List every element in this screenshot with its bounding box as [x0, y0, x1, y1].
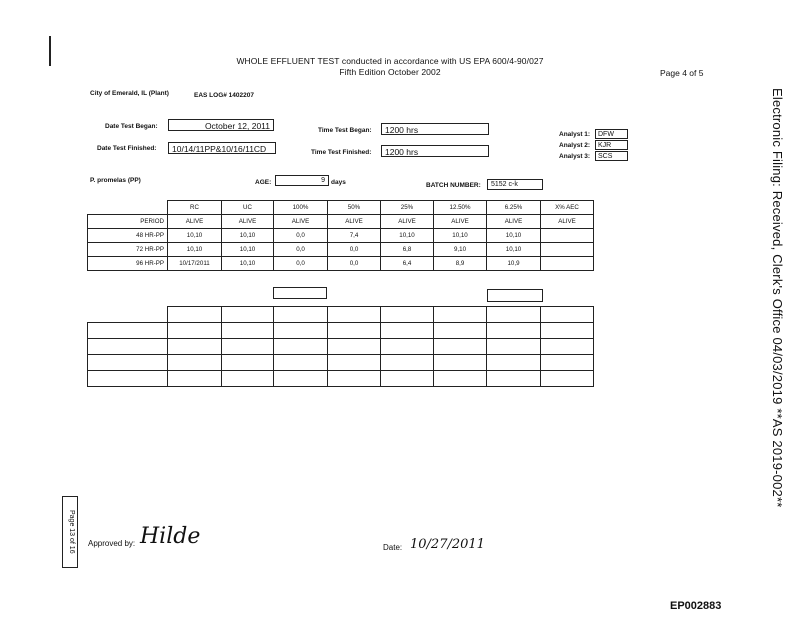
blank-cell[interactable] — [381, 339, 434, 355]
blank-cell[interactable] — [328, 323, 381, 339]
blank-cell[interactable] — [222, 307, 274, 323]
blank-cell[interactable] — [274, 371, 328, 387]
table-row — [88, 257, 594, 271]
blank-cell[interactable] — [222, 355, 274, 371]
table-cell[interactable] — [541, 229, 594, 243]
city-label: City of Emerald, IL (Plant) — [90, 90, 169, 97]
time-finished-label: Time Test Finished: — [311, 149, 372, 156]
blank-cell[interactable] — [541, 307, 594, 323]
subhead-cell: ALIVE — [434, 215, 487, 229]
analyst-3-field[interactable]: SCS — [595, 151, 628, 161]
subhead-cell: ALIVE — [541, 215, 594, 229]
species-label: P. promelas (PP) — [90, 177, 141, 184]
table-cell[interactable] — [541, 257, 594, 271]
date-finished-field[interactable]: 10/14/11PP&10/16/11CD — [168, 142, 276, 154]
subhead-cell: ALIVE — [328, 215, 381, 229]
blank-cell[interactable] — [168, 371, 222, 387]
blank-cell[interactable] — [381, 371, 434, 387]
blank-cell[interactable] — [168, 355, 222, 371]
blank-cell[interactable] — [541, 371, 594, 387]
title-line-1: WHOLE EFFLUENT TEST conducted in accordance with US EPA 600/4-90/027 — [236, 56, 544, 66]
table-cell[interactable]: 0,0 — [274, 229, 328, 243]
table-cell[interactable]: 10,10 — [434, 229, 487, 243]
blank-row — [88, 323, 594, 339]
col-12-5: 12.50% — [434, 201, 487, 215]
period-label: 72 HR-PP — [88, 243, 168, 257]
table-cell[interactable]: 10,10 — [168, 229, 222, 243]
table-cell[interactable]: 0,0 — [328, 243, 381, 257]
blank-cell[interactable] — [88, 371, 168, 387]
time-finished-field[interactable]: 1200 hrs — [381, 145, 489, 157]
title-line-2: Fifth Edition October 2002 — [339, 67, 441, 77]
blank-cell[interactable] — [487, 371, 541, 387]
table-row — [88, 243, 594, 257]
table-cell[interactable]: 7,4 — [328, 229, 381, 243]
table-cell[interactable] — [541, 243, 594, 257]
batch-label: BATCH NUMBER: — [426, 182, 481, 189]
results-header-table — [167, 200, 594, 215]
age-field[interactable]: 9 — [275, 175, 329, 186]
blank-cell[interactable] — [381, 323, 434, 339]
blank-cell[interactable] — [274, 307, 328, 323]
batch-field[interactable]: 5152 c-k — [487, 179, 543, 190]
blank-cell[interactable] — [274, 339, 328, 355]
blank-cell[interactable] — [434, 339, 487, 355]
eas-log: EAS LOG# 1402207 — [194, 92, 254, 99]
subheader-row — [88, 215, 594, 229]
table-cell[interactable]: 10/17/2011 — [168, 257, 222, 271]
analyst-2-field[interactable]: KJR — [595, 140, 628, 150]
table-cell[interactable]: 10,10 — [222, 229, 274, 243]
blank-cell[interactable] — [434, 355, 487, 371]
period-header: PERIOD — [88, 215, 168, 229]
blank-cell[interactable] — [434, 323, 487, 339]
col-25: 25% — [381, 201, 434, 215]
column-header-row — [168, 201, 594, 215]
col-100: 100% — [274, 201, 328, 215]
summary-box-6-25[interactable] — [487, 289, 543, 302]
table-row — [88, 229, 594, 243]
blank-cell[interactable] — [434, 371, 487, 387]
col-6-25: 6.25% — [487, 201, 541, 215]
blank-cell[interactable] — [88, 339, 168, 355]
analyst-3-label: Analyst 3: — [559, 153, 591, 160]
analyst-1-label: Analyst 1: — [559, 131, 591, 138]
col-rc: RC — [168, 201, 222, 215]
blank-cell[interactable] — [168, 339, 222, 355]
analyst-2-label: Analyst 2: — [559, 142, 591, 149]
table-cell[interactable]: 10,10 — [381, 229, 434, 243]
blank-cell[interactable] — [487, 355, 541, 371]
age-unit: days — [331, 179, 346, 186]
blank-cell[interactable] — [88, 355, 168, 371]
blank-cell[interactable] — [88, 323, 168, 339]
page-number: Page 4 of 5 — [660, 68, 704, 78]
blank-cell[interactable] — [222, 371, 274, 387]
blank-cell[interactable] — [381, 355, 434, 371]
signature: Hilde — [140, 524, 201, 549]
analyst-1-field[interactable]: DFW — [595, 129, 628, 139]
table-cell[interactable]: 0,0 — [274, 257, 328, 271]
blank-cell[interactable] — [168, 307, 222, 323]
blank-cell[interactable] — [274, 323, 328, 339]
blank-cell[interactable] — [487, 323, 541, 339]
blank-cell[interactable] — [434, 307, 487, 323]
date-label: Date: — [383, 543, 403, 552]
date-finished-label: Date Test Finished: — [97, 145, 157, 152]
blank-cell[interactable] — [381, 307, 434, 323]
subhead-cell: ALIVE — [274, 215, 328, 229]
filing-stamp: Electronic Filing: Received, Clerk's Office 04/03/2019 **AS 2019-002** — [770, 88, 785, 508]
blank-cell[interactable] — [487, 307, 541, 323]
blank-cell[interactable] — [328, 307, 381, 323]
summary-box-100[interactable] — [273, 287, 327, 299]
blank-cell[interactable] — [541, 355, 594, 371]
bates-number: EP002883 — [670, 600, 722, 612]
subhead-cell: ALIVE — [381, 215, 434, 229]
table-cell[interactable]: 10,10 — [487, 243, 541, 257]
table-cell[interactable]: 10,10 — [222, 257, 274, 271]
blank-cell — [88, 307, 168, 323]
table-cell[interactable]: 10,10 — [222, 243, 274, 257]
blank-row — [88, 339, 594, 355]
table-cell[interactable]: 8,9 — [434, 257, 487, 271]
period-label: 96 HR-PP — [88, 257, 168, 271]
subhead-cell: ALIVE — [222, 215, 274, 229]
page-stamp: Page 13 of 16 — [62, 496, 78, 568]
table-cell[interactable]: 0,0 — [274, 243, 328, 257]
blank-row — [88, 371, 594, 387]
blank-cell[interactable] — [222, 339, 274, 355]
blank-cell[interactable] — [487, 339, 541, 355]
subhead-cell: ALIVE — [487, 215, 541, 229]
table-cell[interactable]: 10,10 — [487, 229, 541, 243]
time-began-field[interactable]: 1200 hrs — [381, 123, 489, 135]
table-cell[interactable]: 6,8 — [381, 243, 434, 257]
blank-cell[interactable] — [541, 323, 594, 339]
time-began-label: Time Test Began: — [318, 127, 372, 134]
approved-label: Approved by: — [88, 539, 136, 548]
table-cell[interactable]: 6,4 — [381, 257, 434, 271]
blank-row — [88, 307, 594, 323]
blank-cell[interactable] — [541, 339, 594, 355]
col-aec: X% AEC — [541, 201, 594, 215]
date-began-field[interactable]: October 12, 2011 — [168, 119, 274, 131]
blank-cell[interactable] — [328, 371, 381, 387]
blank-cell[interactable] — [274, 355, 328, 371]
col-uc: UC — [222, 201, 274, 215]
blank-row — [88, 355, 594, 371]
results-table — [87, 214, 594, 271]
document-title — [200, 56, 580, 78]
blank-cell[interactable] — [168, 323, 222, 339]
blank-cell[interactable] — [328, 339, 381, 355]
subhead-cell: ALIVE — [168, 215, 222, 229]
table-cell[interactable]: 10,10 — [168, 243, 222, 257]
signoff-date: 10/27/2011 — [410, 537, 485, 552]
col-50: 50% — [328, 201, 381, 215]
table-cell[interactable]: 0,0 — [328, 257, 381, 271]
date-began-label: Date Test Began: — [105, 123, 158, 130]
period-label: 48 HR-PP — [88, 229, 168, 243]
margin-mark — [49, 36, 51, 66]
table-cell[interactable]: 10,9 — [487, 257, 541, 271]
age-label: AGE: — [255, 179, 272, 186]
table-cell[interactable]: 9,10 — [434, 243, 487, 257]
blank-cell[interactable] — [328, 355, 381, 371]
blank-grid — [87, 306, 594, 387]
blank-cell[interactable] — [222, 323, 274, 339]
